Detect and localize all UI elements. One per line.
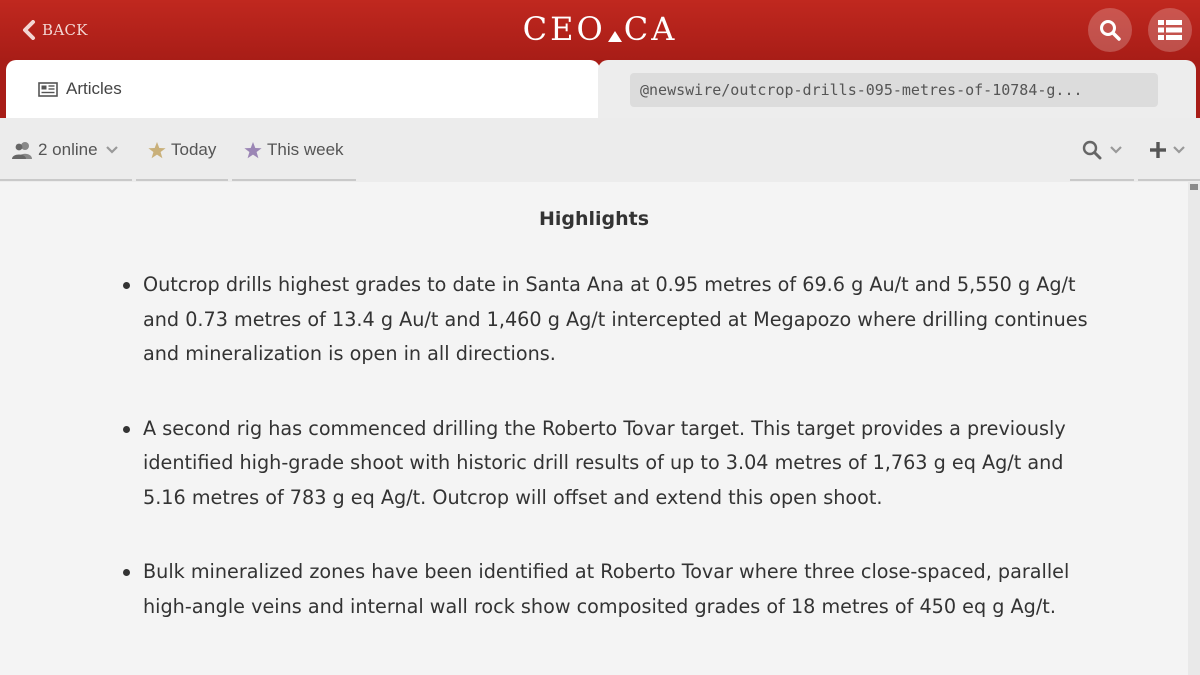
tab-articles[interactable] <box>6 60 600 118</box>
scrollbar-thumb[interactable] <box>1190 184 1198 190</box>
search-icon <box>1082 140 1102 160</box>
article-heading: Highlights <box>538 208 650 230</box>
chevron-down-icon <box>106 146 118 154</box>
online-label: 2 online <box>38 140 98 159</box>
star-icon <box>148 142 166 159</box>
search-underline <box>1070 179 1134 181</box>
filter-today[interactable] <box>148 128 216 172</box>
today-label: Today <box>171 140 217 159</box>
star-icon <box>244 142 262 159</box>
add-underline <box>1138 179 1200 181</box>
list-item: A second rig has commenced drilling the Roberto Tovar target. This target provides a previously identified high-grade shoot with historic drill results of up to 3.04 metres of 1,763 g eq Ag/t and 5.16 metres of 783 g eq Ag/t. Outcrop will offset and extend this open shoot. <box>122 412 1092 516</box>
list-item: Outcrop drills highest grades to date in Santa Ana at 0.95 metres of 69.6 g Au/t and 5,550 g Ag/t and 0.73 metres of 13.4 g Au/t and 1,460 g Ag/t intercepted at Megapozo where drilling continues and mineralization is open in all directions. <box>122 268 1092 372</box>
list-item: Bulk mineralized zones have been identified at Roberto Tovar where three close-spaced, parallel high-angle veins and internal wall rock show composited grades of 18 metres of 450 eq g Ag/t. <box>122 555 1092 624</box>
plus-icon <box>1149 141 1167 159</box>
toolbar-search-dropdown[interactable] <box>1082 128 1122 172</box>
list-menu-icon <box>1158 20 1182 40</box>
chevron-down-icon <box>1173 146 1185 154</box>
menu-button[interactable] <box>1148 8 1192 52</box>
users-icon <box>12 141 34 159</box>
scrollbar[interactable] <box>1188 182 1200 675</box>
this-week-label: This week <box>267 140 344 159</box>
search-button[interactable] <box>1088 8 1132 52</box>
search-icon <box>1099 19 1121 41</box>
online-underline <box>0 179 132 181</box>
newspaper-icon <box>38 82 58 97</box>
logo-right: CA <box>623 10 678 48</box>
add-dropdown[interactable] <box>1149 128 1185 172</box>
logo-dot-icon <box>608 31 622 42</box>
today-underline <box>136 179 228 181</box>
site-logo[interactable] <box>0 10 1200 48</box>
article-content <box>0 182 1188 675</box>
highlights-list <box>122 268 1092 664</box>
tab-articles-label: Articles <box>66 79 122 98</box>
url-field[interactable]: @newswire/outcrop-drills-095-metres-of-10784-g... <box>630 73 1158 107</box>
this-week-underline <box>232 179 356 181</box>
logo-left: CEO <box>522 10 606 48</box>
online-users-dropdown[interactable] <box>12 128 118 172</box>
filter-this-week[interactable] <box>244 128 344 172</box>
chevron-down-icon <box>1110 146 1122 154</box>
back-label: BACK <box>42 21 88 39</box>
